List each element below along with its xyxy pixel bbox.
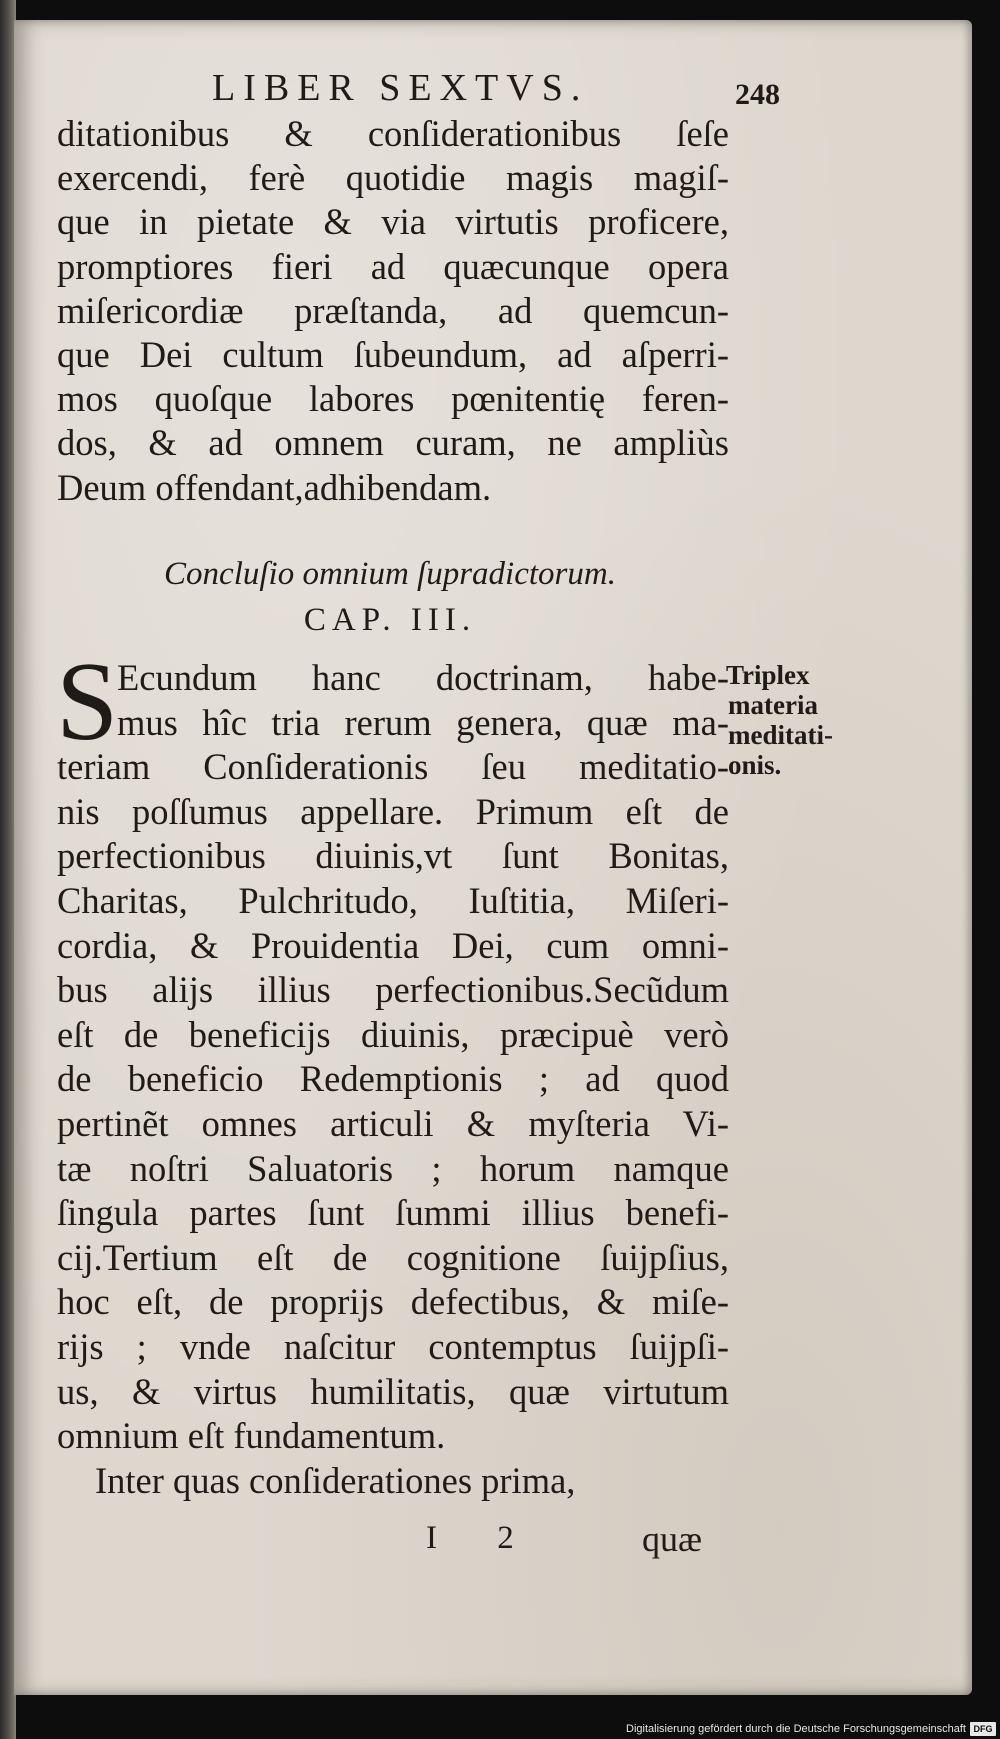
text-line: mos quoſque labores pœnitentię feren- bbox=[57, 378, 729, 420]
marginal-note bbox=[726, 660, 876, 780]
text-line: rijs ; vnde naſcitur contemptus ſuijpſi- bbox=[57, 1325, 729, 1367]
running-head: LIBER SEXTVS. bbox=[212, 67, 589, 109]
text-line: Deum offendant,adhibendam. bbox=[57, 466, 492, 508]
drop-cap-initial: S bbox=[56, 640, 119, 764]
text-line: Inter quas conſiderationes prima, bbox=[95, 1459, 576, 1501]
text-line: bus alijs illius perfectionibus.Secũdum bbox=[57, 969, 729, 1011]
section-title: Concluſio omnium ſupradictorum. bbox=[164, 556, 616, 592]
text-line: dos, & ad omnem curam, ne ampliùs bbox=[57, 422, 729, 464]
text-line: us, & virtus humilitatis, quæ virtutum bbox=[57, 1370, 729, 1412]
chapter-body bbox=[56, 640, 729, 1503]
dfg-logo: DFG bbox=[970, 1722, 996, 1736]
text-line: promptiores fieri ad quæcunque opera bbox=[57, 245, 729, 287]
text-line: cij.Tertium eſt de cognitione ſuijpſius, bbox=[57, 1236, 729, 1278]
marginal-note-line: Triplex bbox=[726, 660, 810, 690]
marginal-note-line: materia bbox=[728, 690, 818, 720]
text-line: cordia, & Prouidentia Dei, cum omni- bbox=[57, 924, 729, 966]
marginal-note-line: onis. bbox=[728, 750, 782, 780]
digitization-credit: Digitalisierung gefördert durch die Deutsche Forschungsgemeinschaft bbox=[626, 1723, 966, 1735]
marginal-note-line: meditati- bbox=[728, 720, 833, 750]
text-line: Ecundum hanc doctrinam, habe- bbox=[117, 657, 729, 698]
page-number: 248 bbox=[735, 78, 780, 111]
text-line: teriam Conſiderationis ſeu meditatio- bbox=[57, 746, 729, 788]
text-line: pertinẽt omnes articuli & myſteria Vi- bbox=[57, 1102, 729, 1144]
text-line: ditationibus & conſiderationibus ſeſe bbox=[57, 113, 729, 154]
text-line: eſt de beneficijs diuinis, præcipuè verò bbox=[57, 1013, 729, 1055]
continued-paragraph bbox=[57, 112, 729, 510]
text-line: Charitas, Pulchritudo, Iuſtitia, Miſeri- bbox=[57, 879, 729, 921]
text-line: perfectionibus diuinis,vt ſunt Bonitas, bbox=[57, 835, 729, 877]
catchword: quæ bbox=[642, 1519, 703, 1559]
chapter-label: CAP. III. bbox=[303, 602, 477, 638]
text-line: exercendi, ferè quotidie magis magiſ- bbox=[57, 157, 729, 199]
signature-mark: I 2 bbox=[426, 1520, 540, 1556]
text-line: nis poſſumus appellare. Primum eſt de bbox=[57, 790, 729, 832]
text-line: tæ noſtri Saluatoris ; horum namque bbox=[57, 1147, 729, 1189]
text-line: miſericordiæ præſtanda, ad quemcun- bbox=[57, 289, 729, 331]
text-line: mus hîc tria rerum genera, quæ ma- bbox=[117, 701, 729, 743]
text-line: hoc eſt, de proprijs defectibus, & miſe- bbox=[57, 1281, 729, 1323]
text-line: omnium eſt fundamentum. bbox=[57, 1415, 446, 1457]
text-line: de beneficio Redemptionis ; ad quod bbox=[57, 1058, 729, 1100]
text-line: que Dei cultum ſubeundum, ad aſperri- bbox=[57, 334, 729, 376]
text-line: ſingula partes ſunt ſummi illius benefi- bbox=[57, 1192, 729, 1234]
text-line: que in pietate & via virtutis proficere, bbox=[57, 201, 729, 243]
